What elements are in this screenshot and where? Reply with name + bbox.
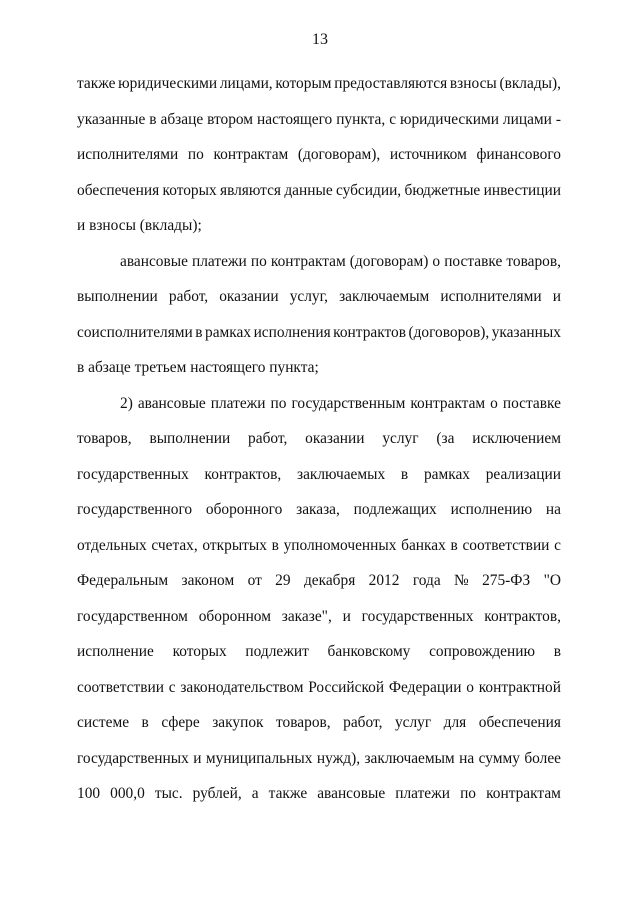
word: поставке [444,252,503,270]
word: субсидии, [335,181,402,199]
word: а [251,785,259,802]
word: по [270,394,287,412]
word: контрактам [270,252,346,270]
word: государственном [77,607,188,625]
word: рублей, [192,785,242,802]
word: бюджетные [404,181,481,199]
text-line [77,670,561,706]
word: указанных [491,323,561,341]
word: года [412,572,441,589]
word: соответствии [77,678,164,696]
word: контрактов, [484,607,561,625]
word: сфере [161,714,200,731]
text-line [77,563,561,599]
text-line: в абзаце третьем настоящего пункта; [77,359,319,376]
word: нужд), [316,749,361,767]
word: (договорам) [349,252,429,270]
word: государственных [77,465,189,483]
word: заключаемым [364,749,455,767]
word: работ, [168,288,209,305]
word: товаров, [276,714,331,731]
word: услуг, [289,288,329,305]
word: товаров, [506,252,561,270]
word: пункта, [336,110,386,128]
word: банковскому [327,643,411,660]
text-line [77,741,561,777]
word: о [432,252,441,270]
word: оборонного [205,501,283,518]
word: в [553,643,561,660]
word: исполнению [450,501,533,518]
word: исключением [472,430,561,447]
word: контрактов [333,323,406,341]
word: также [268,785,308,802]
page-number: 13 [312,31,328,48]
word: по [250,252,267,270]
word: реализации [485,465,561,483]
word: поставке [502,394,561,412]
word: и [342,607,351,625]
word: государственных [77,749,189,767]
word: о [490,394,498,412]
word: юридическими [118,75,218,92]
word: с [554,536,561,554]
word: которым [275,75,332,92]
word: источником [389,146,467,163]
word: подлежащих [353,501,437,518]
word: лицами, [219,75,273,92]
word: и [193,749,202,767]
text-line [77,315,561,351]
word: исполнителями [440,288,542,305]
text-line [77,244,561,280]
word: законом [181,572,235,589]
text-line [77,173,561,209]
word: контрактам [486,785,561,802]
text-line [77,66,561,102]
word: оборонном [198,607,271,625]
word: платежи [192,252,247,270]
text-line [77,705,561,741]
word: подлежит [245,643,309,660]
text-line [77,137,561,173]
word: являются [219,181,282,199]
word: взносы [449,75,497,92]
word: оказании [219,288,279,305]
word: уполномоченных [283,536,397,554]
word: исполнителями [77,146,179,163]
text-line [77,492,561,528]
word: в [400,465,409,483]
word: авансовые [137,394,206,412]
word: государственных [361,607,474,625]
word: на [459,749,475,767]
word: исполнение [77,643,154,660]
word: соответствии [462,536,550,554]
word: инвестиции [483,181,561,199]
word: предоставляются [334,75,448,92]
word: заключаемым [339,288,430,305]
word: (за [436,430,455,447]
word: втором [207,110,254,128]
word: платежи [210,394,266,412]
word: тыс. [154,785,183,802]
word: на [545,501,561,518]
word: "О [543,572,561,589]
word: (вклады), [499,75,561,92]
word: государственного [77,501,193,518]
word: банках [401,536,446,554]
word: государственным [291,394,406,412]
word: для [443,714,467,731]
word: указанные [77,110,146,128]
word: и [552,288,561,305]
word: авансовые [120,252,188,270]
word: данные [284,181,333,199]
word: счетах, [151,536,198,554]
word: в [271,536,279,554]
word: работ, [343,714,383,731]
word: рамках [423,465,470,483]
word: которых [172,643,227,660]
word: платежи [395,785,450,802]
word: контрактам [410,394,486,412]
word: контрактной [478,678,561,696]
word: № [454,572,469,589]
word: муниципальных [205,749,313,767]
word: настоящего [257,110,333,128]
word: заказе", [281,607,332,625]
word: услуг [382,430,419,447]
word: абзаце [160,110,204,128]
word: Федеральным [77,572,169,589]
word: в [195,323,203,341]
word: соисполнителями [77,323,193,341]
word: сумму [478,749,520,767]
word: системе [77,714,130,731]
word: выполнении [149,430,231,447]
text-line [77,634,561,670]
word: обеспечения [478,714,561,731]
text-line [77,421,561,457]
word: исполнения [253,323,331,341]
word: юридическими [399,110,499,128]
word: Федерации [388,678,462,696]
word: законодательством [180,678,304,696]
word: заключаемых [296,465,386,483]
word: в [141,714,149,731]
word: по [187,146,204,163]
word: контрактов, [204,465,282,483]
word: сопровождению [429,643,535,660]
text-line [77,457,561,493]
text-line [77,102,561,138]
word: более [524,749,561,767]
word: декабря [303,572,356,589]
word: 100 [77,785,101,802]
word: заказа, [296,501,340,518]
word: рамках [205,323,252,341]
word: лицами [502,110,552,128]
word: 000,0 [110,785,145,802]
word: с [168,678,176,696]
text-line [77,776,561,812]
word: с [389,110,397,128]
word: в [450,536,458,554]
word: также [77,75,116,92]
word: выполнении [77,288,158,305]
word: работ, [248,430,288,447]
word: 275-ФЗ [482,572,531,589]
word: финансового [476,146,561,163]
word: контрактам [213,146,289,163]
word: закупок [212,714,264,731]
word: 29 [275,572,291,589]
text-line [77,386,561,422]
body-text [77,66,561,812]
text-line: и взносы (вклады); [77,217,202,234]
word: - [555,110,561,128]
word: по [460,785,476,802]
word: Российской [308,678,385,696]
word: отдельных [77,536,147,554]
word: обеспечения [77,181,160,199]
word: от [247,572,262,589]
word: открытых [202,536,267,554]
text-line [77,279,561,315]
word: (договорам), [297,146,381,163]
word: оказании [305,430,365,447]
text-line [77,528,561,564]
word: 2012 [368,572,400,589]
word: которых [162,181,217,199]
text-line [77,599,561,635]
word: услуг [394,714,432,731]
word: товаров, [77,430,132,447]
word: о [466,678,474,696]
word: 2) [120,394,133,412]
word: авансовые [317,785,386,802]
word: в [149,110,157,128]
word: (договоров), [408,323,490,341]
